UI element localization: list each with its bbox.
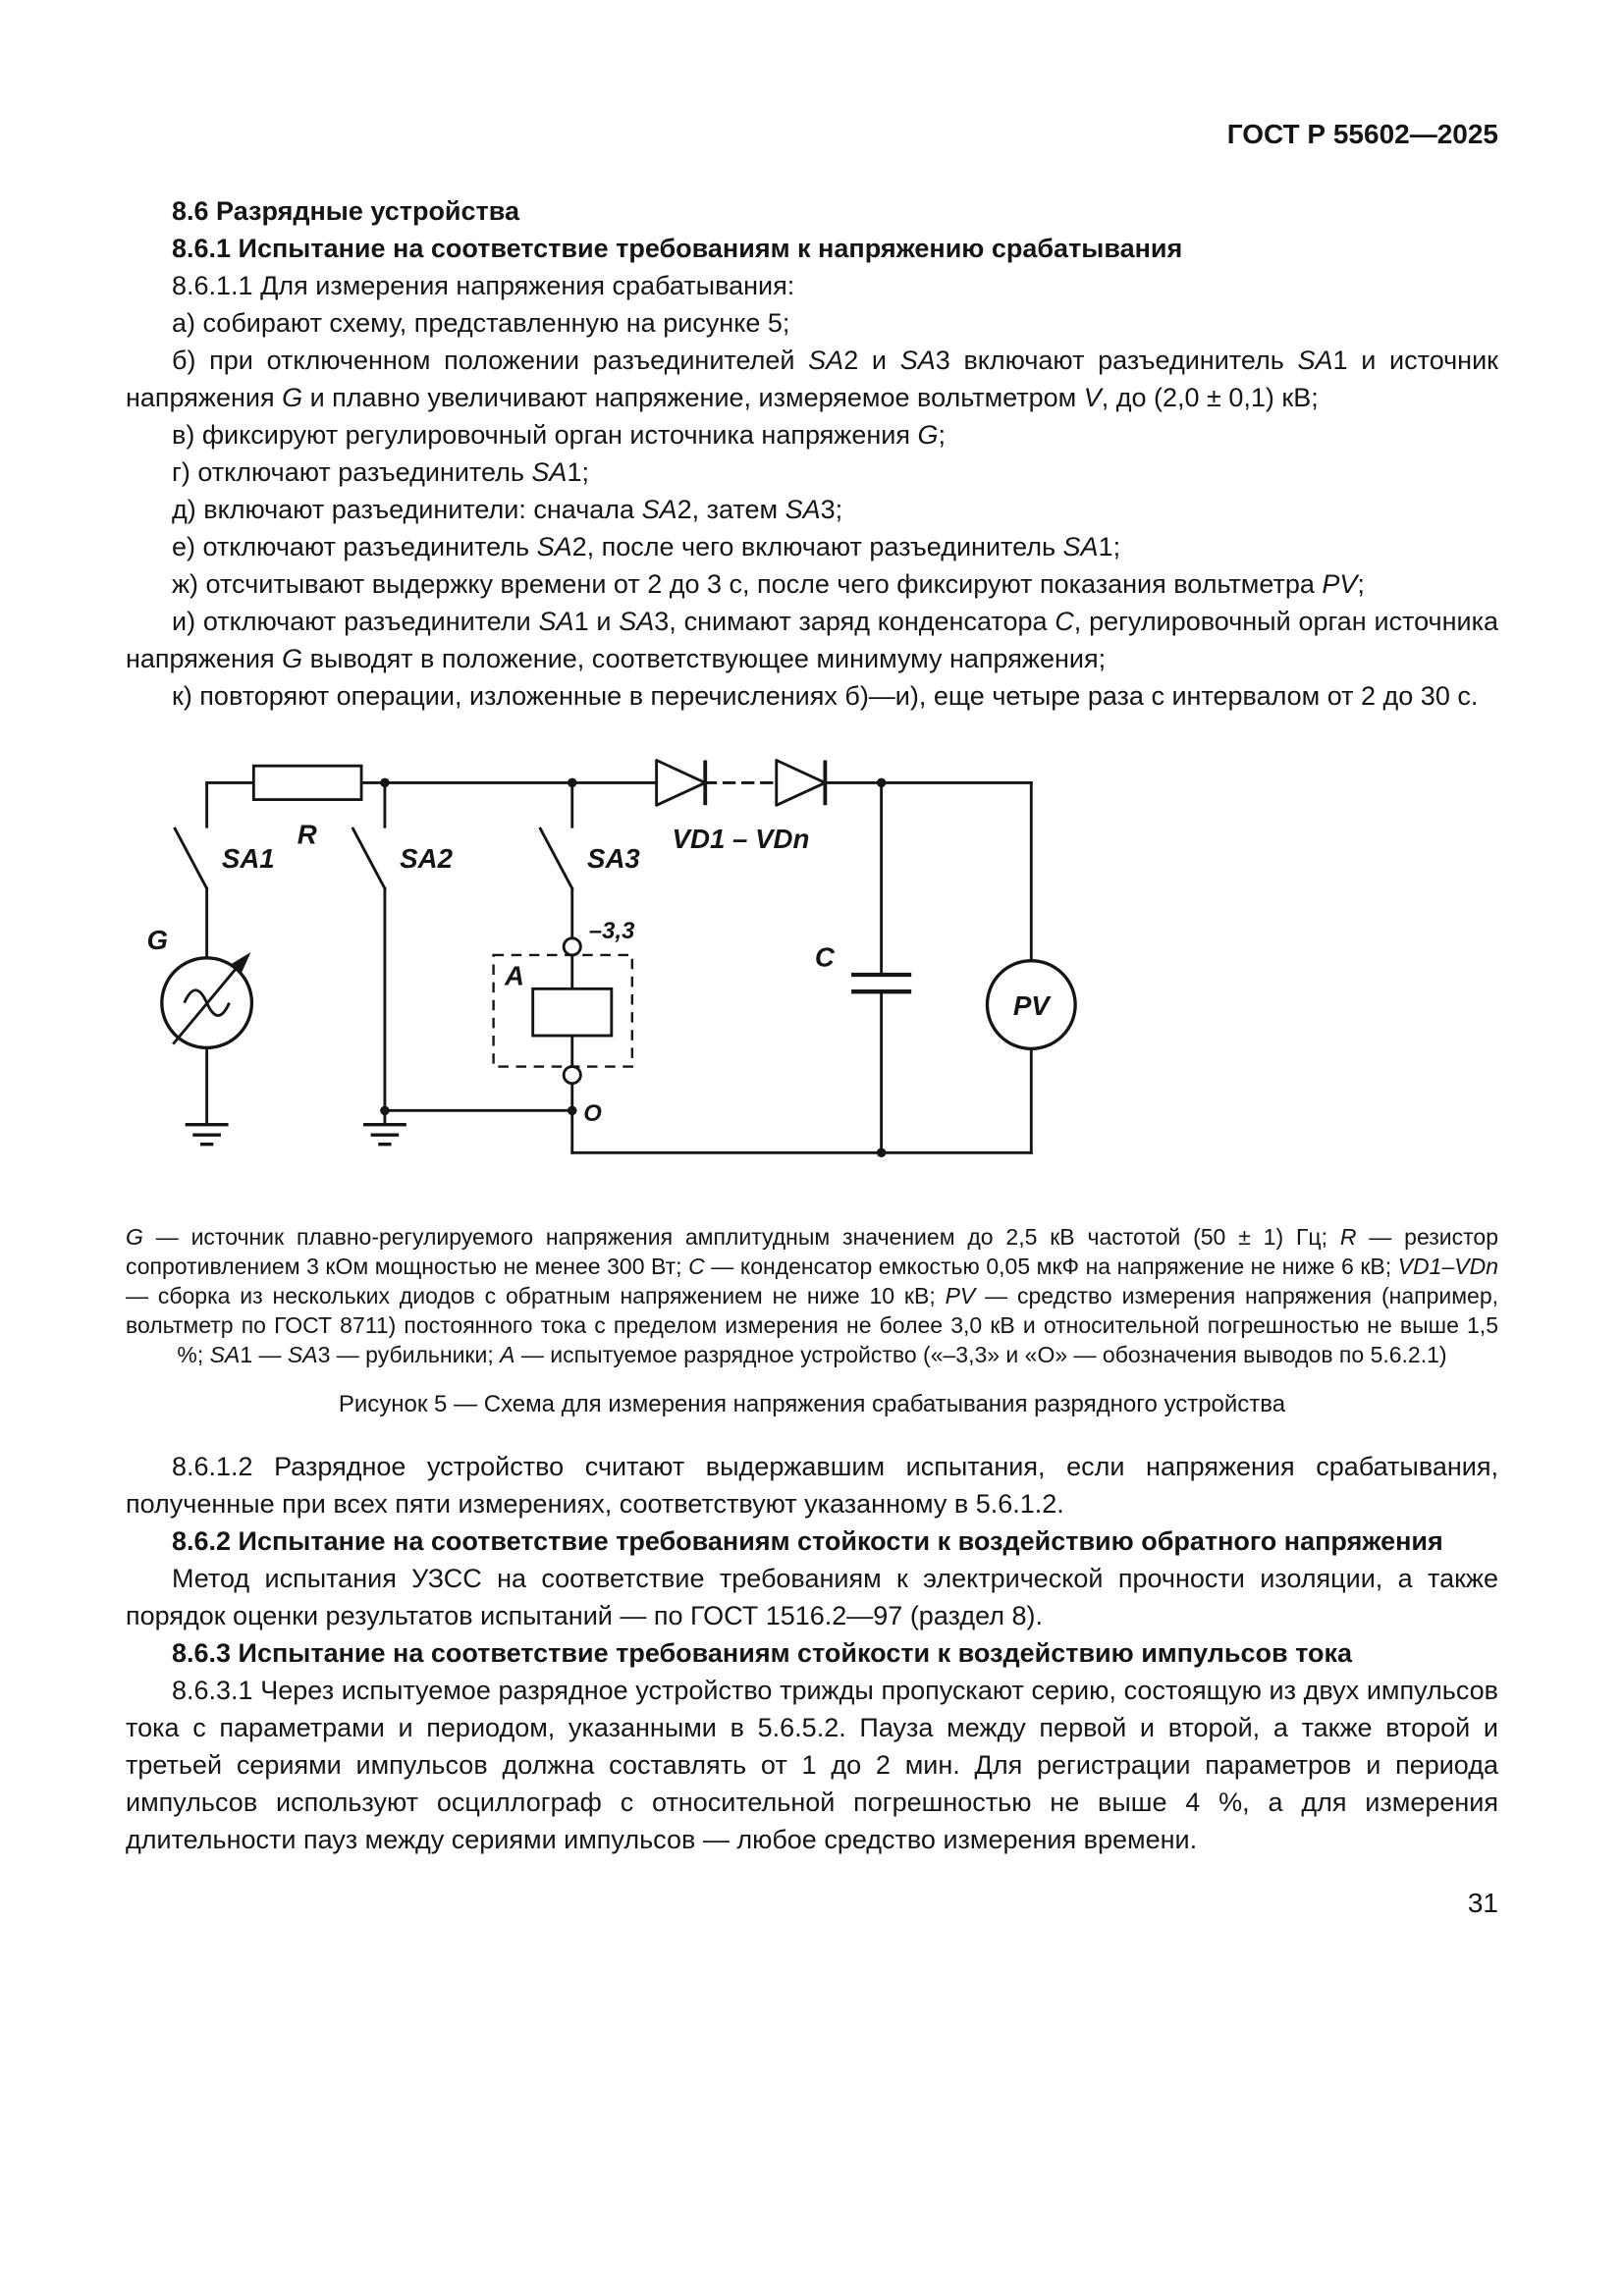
text-run: — сборка из нескольких диодов с обратным напряжением не ниже 10 кВ; xyxy=(126,1283,946,1308)
label-terminal-top: –3,3 xyxy=(588,917,635,944)
label-device-a: A xyxy=(505,960,525,991)
section-text-after-figure xyxy=(126,1448,1498,1858)
text-run: G xyxy=(126,1224,143,1250)
page-content xyxy=(126,118,1498,1919)
heading-8-6-2 xyxy=(126,1522,1498,1560)
text-run: SA xyxy=(899,346,936,375)
text-run: SA xyxy=(619,607,655,636)
paragraph-8-6-2-text xyxy=(126,1560,1498,1634)
text-run: SA xyxy=(538,607,574,636)
resistor-symbol xyxy=(253,766,361,799)
doc-code: ГОСТ Р 55602—2025 xyxy=(1226,119,1498,149)
text-run: ж) отсчитывают выдержку времени от 2 до 3 с, после чего фиксируют показания вольтметра xyxy=(172,569,1323,599)
text-run: 1 и источник напряжения xyxy=(126,346,1498,412)
text-run: 8.6 Разрядные устройства xyxy=(172,196,520,226)
terminal-bottom-symbol xyxy=(564,1067,580,1084)
label-terminal-bottom: O xyxy=(583,1099,602,1127)
list-item-e xyxy=(126,528,1498,565)
text-run: A xyxy=(500,1342,515,1367)
paragraph-8-6-1-2 xyxy=(126,1448,1498,1522)
text-run: SA xyxy=(641,495,677,524)
list-item-i xyxy=(126,603,1498,677)
text-run: в) фиксируют регулировочный орган источника напряжения xyxy=(172,420,918,450)
text-run: 8.6.1.2 Разрядное устройство считают выдержавшим испытания, если напряжения срабатывания, полученные при всех пяти измерениях, соответствуют указанному в 5.6.1.2. xyxy=(126,1452,1498,1519)
text-run: SA xyxy=(209,1342,241,1367)
capacitor-symbol xyxy=(851,975,911,991)
label-resistor: R xyxy=(297,819,317,850)
text-run: VD1–VDn xyxy=(1397,1254,1498,1279)
list-item-v xyxy=(126,416,1498,454)
text-run: C xyxy=(688,1254,705,1279)
list-item-d xyxy=(126,491,1498,528)
text-run: 8.6.2 Испытание на соответствие требованиям стойкости к воздействию обратного напряжения xyxy=(172,1526,1443,1556)
label-diodes: VD1 – VDn xyxy=(672,824,810,855)
text-run: к) повторяют операции, изложенные в перечислениях б)—и), еще четыре раза с интервалом от 2 до 30 с. xyxy=(172,681,1479,711)
heading-8-6-3 xyxy=(126,1634,1498,1672)
text-run: 1; xyxy=(1098,532,1121,561)
ground-icon xyxy=(186,1125,406,1145)
page-number: 31 xyxy=(1467,1888,1498,1918)
list-item-g xyxy=(126,454,1498,491)
text-run: PV xyxy=(1322,569,1358,599)
figure-caption xyxy=(126,1222,1498,1369)
text-run: 3 — рубильники; xyxy=(317,1342,501,1367)
text-run: г) отключают разъединитель xyxy=(172,457,532,487)
text-run: 8.6.3.1 Через испытуемое разрядное устройство трижды пропускают серию, состоящую из двух импульсов тока с параметрами и периодом, указанными в 5.6.5.2. Пауза между первой и второй, а также второй и третьей сериями импульсов должна составлять от 1 до 2 мин. Для регистрации параметров и периода импульсов используют осциллограф с относительной погрешностью не выше 4 %, а для измерения длительности пауз между сериями импульсов — любое средство измерения времени. xyxy=(126,1676,1498,1854)
terminal-top-symbol xyxy=(564,938,580,955)
text-run: Метод испытания УЗСС на соответствие требованиям к электрической прочности изоляции, а также порядок оценки результатов испытаний — по ГОСТ 1516.2—97 (раздел 8). xyxy=(126,1564,1498,1630)
text-run: 8.6.1.1 Для измерения напряжения срабатывания: xyxy=(172,271,795,300)
device-a-element xyxy=(533,988,612,1036)
text-run: выводят в положение, соответствующее минимуму напряжения; xyxy=(302,644,1107,673)
diode-chain-symbol xyxy=(657,760,826,805)
label-sa3: SA3 xyxy=(587,843,640,875)
text-run: е) отключают разъединитель xyxy=(172,532,537,561)
text-run: G xyxy=(282,644,303,673)
text-run: — испытуемое разрядное устройство («–3,3» и «О» — обозначения выводов по 5.6.2.1) xyxy=(514,1342,1447,1367)
text-run: 8.6.3 Испытание на соответствие требованиям стойкости к воздействию импульсов тока xyxy=(172,1638,1353,1668)
text-run: б) при отключенном положении разъединителей xyxy=(172,346,809,375)
circuit-diagram xyxy=(132,750,1125,1200)
list-item-k xyxy=(126,677,1498,715)
label-capacitor: C xyxy=(814,941,835,973)
label-sa1: SA1 xyxy=(221,843,275,875)
section-text-before-figure xyxy=(126,192,1498,715)
list-item-zh xyxy=(126,565,1498,603)
heading-8-6 xyxy=(126,192,1498,230)
text-run: SA xyxy=(536,532,572,561)
text-run: 1 и xyxy=(573,607,620,636)
text-run: ; xyxy=(1357,569,1365,599)
text-run: 1; xyxy=(567,457,589,487)
text-run: — резистор сопротивлением 3 кОм мощностью не менее 300 Вт; xyxy=(126,1224,1498,1279)
heading-8-6-1 xyxy=(126,230,1498,267)
text-run: SA xyxy=(1062,532,1099,561)
text-run: 8.6.1 Испытание на соответствие требованиям к напряжению срабатывания xyxy=(172,234,1183,263)
text-run: SA xyxy=(785,495,821,524)
text-run: SA xyxy=(1297,346,1333,375)
text-run: и) отключают разъединители xyxy=(172,607,539,636)
text-run: PV xyxy=(945,1283,976,1308)
text-run: 3; xyxy=(820,495,843,524)
text-run: SA xyxy=(287,1342,318,1367)
figure-title: Рисунок 5 — Схема для измерения напряжения срабатывания разрядного устройства xyxy=(338,1391,1286,1417)
text-run: , регулировочный орган источника напряжения xyxy=(126,607,1499,673)
text-run: ; xyxy=(938,420,947,450)
label-sa2: SA2 xyxy=(400,843,453,875)
text-run: 2 и xyxy=(843,346,900,375)
text-run: д) включают разъединители: сначала xyxy=(172,495,642,524)
list-item-b xyxy=(126,342,1498,416)
text-run: R xyxy=(1339,1224,1357,1250)
figure-5 xyxy=(132,750,1498,1204)
text-run: — средство измерения напряжения (например, вольтметр по ГОСТ 8711) постоянного тока с пределом измерения не более 3,0 кВ и относительной погрешностью не выше 1,5 %; xyxy=(126,1283,1499,1367)
text-run: SA xyxy=(531,457,568,487)
text-run: , до (2,0 ± 0,1) кВ; xyxy=(1101,383,1319,412)
text-run: и плавно увеличивают напряжение, измеряемое вольтметром xyxy=(302,383,1084,412)
text-run: V xyxy=(1083,383,1102,412)
text-run: — конденсатор емкостью 0,05 мкФ на напряжение не ниже 6 кВ; xyxy=(704,1254,1398,1279)
text-run: G xyxy=(917,420,939,450)
text-run: C xyxy=(1055,607,1074,636)
text-run: SA xyxy=(808,346,844,375)
label-voltmeter: PV xyxy=(1012,990,1050,1022)
paragraph-8-6-3-1 xyxy=(126,1672,1498,1858)
text-run: 1 — xyxy=(240,1342,288,1367)
list-item-a xyxy=(126,304,1498,342)
text-run: 2, после чего включают разъединитель xyxy=(571,532,1063,561)
paragraph-8-6-1-1 xyxy=(126,267,1498,304)
text-run: а) собирают схему, представленную на рисунке 5; xyxy=(172,308,790,338)
text-run: — источник плавно-регулируемого напряжения амплитудным значением до 2,5 кВ частотой (50 ± 1) Гц; xyxy=(142,1224,1340,1250)
label-source-g: G xyxy=(146,925,169,956)
text-run: 2, затем xyxy=(677,495,785,524)
text-run: 3 включают разъединитель xyxy=(935,346,1298,375)
text-run: G xyxy=(282,383,303,412)
text-run: 3, снимают заряд конденсатора xyxy=(654,607,1056,636)
